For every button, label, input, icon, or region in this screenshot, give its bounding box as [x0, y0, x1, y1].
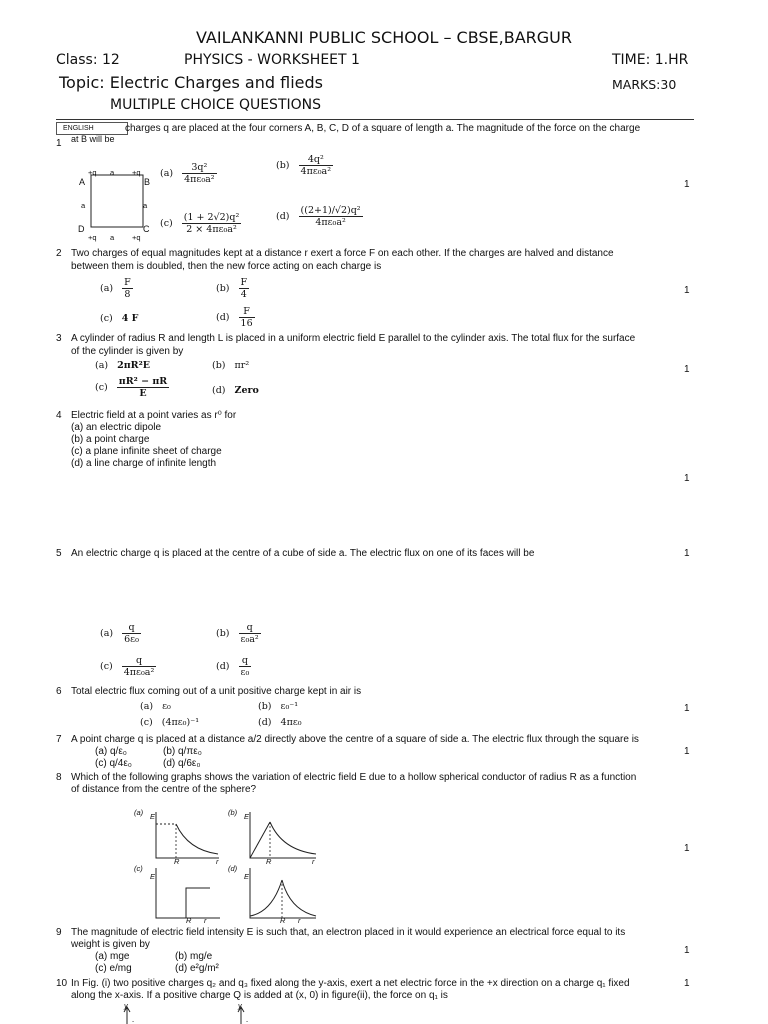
question-5-marks: 1 [684, 548, 690, 559]
q6-option-a-value: ε₀ [162, 701, 171, 712]
q2-option-d-label: (d) [216, 312, 230, 323]
question-3-number: 3 [56, 333, 62, 344]
q5-option-c-label: (c) [100, 661, 113, 672]
q5-option-d-den: ε₀ [240, 667, 250, 678]
question-8-text: Which of the following graphs shows the variation of electric field E due to a hollow spherical conductor of radius R as a function [71, 772, 637, 783]
q9-option-b[interactable]: (b) mg/e [175, 951, 213, 962]
side-label-right: a [143, 201, 148, 210]
q8-graph-d[interactable] [228, 862, 320, 922]
question-5-text: An electric charge q is placed at the centre of a cube of side a. The electric flux on one of its faces will be [71, 548, 535, 559]
question-9-text-cont: weight is given by [71, 939, 150, 950]
q8-graph-a-R-label: R [174, 857, 180, 866]
q8-graph-b-R-label: R [266, 857, 272, 866]
svg-text:-: - [246, 1018, 249, 1024]
q1-option-c-den: 2 × 4πε₀a² [186, 224, 237, 235]
corner-b-label: B [144, 177, 151, 187]
q7-option-c[interactable]: (c) q/4ε₀ [95, 758, 132, 769]
q3-option-d-label: (d) [212, 385, 226, 396]
corner-a-label: A [79, 177, 86, 187]
q2-option-d-den: 16 [240, 318, 253, 329]
question-2-text: Two charges of equal magnitudes kept at a distance r exert a force F on each other. If the charges are halved and distance [71, 248, 614, 259]
q2-option-a-num: F [124, 277, 131, 288]
q10-figures [118, 1004, 258, 1024]
q2-option-c[interactable] [100, 313, 138, 324]
question-6-text: Total electric flux coming out of a unit positive charge kept in air is [71, 686, 362, 697]
q1-option-d-den: 4πε₀a² [315, 217, 346, 228]
q3-option-b-label: (b) [212, 360, 226, 371]
question-7-marks: 1 [684, 746, 690, 757]
q6-option-b-label: (b) [258, 701, 272, 712]
q5-option-b-den: ε₀a² [240, 634, 259, 645]
q6-option-d-value: 4πε₀ [280, 717, 302, 728]
q4-option-b[interactable]: (b) a point charge [71, 434, 150, 445]
q2-option-c-label: (c) [100, 313, 113, 324]
question-4-text: Electric field at a point varies as r⁰ for [71, 410, 237, 421]
q1-option-b[interactable] [276, 154, 333, 177]
q2-option-b-num: F [240, 277, 248, 288]
q3-option-a[interactable] [95, 360, 150, 371]
worksheet-title: PHYSICS - WORKSHEET 1 [184, 52, 360, 68]
q8-graph-c-R-label: R [186, 916, 192, 925]
q5-option-c-den: 4πε₀a² [123, 667, 155, 678]
q6-option-b-value: ε₀⁻¹ [280, 701, 299, 712]
question-6-marks: 1 [684, 703, 690, 714]
question-4-number: 4 [56, 410, 62, 421]
q7-option-b[interactable]: (b) q/πε₀ [163, 746, 202, 757]
q6-option-d[interactable] [258, 717, 302, 728]
q5-option-b-label: (b) [216, 628, 230, 639]
question-8-number: 8 [56, 772, 62, 783]
q2-option-b-den: 4 [240, 289, 247, 300]
q2-option-a-den: 8 [124, 289, 131, 300]
q1-option-a-den: 4πε₀a² [184, 174, 215, 185]
q8-graph-b[interactable] [228, 806, 320, 866]
q5-option-a-label: (a) [100, 628, 114, 639]
charge-label-a: +q [88, 168, 97, 177]
q7-option-a[interactable]: (a) q/ε₀ [95, 746, 127, 757]
question-10-text-cont: along the x-axis. If a positive charge Q is added at (x, 0) in figure(ii), the force on q₁ is [71, 990, 448, 1001]
question-5-number: 5 [56, 548, 62, 559]
question-8-text-cont: of distance from the centre of the sphere? [71, 784, 257, 795]
question-2-text-cont: between them is doubled, then the new force acting on each charge is [71, 261, 382, 272]
q3-option-a-value: 2πR²E [117, 360, 150, 371]
q6-option-a-label: (a) [140, 701, 154, 712]
q8-graph-a-label: (a) [134, 808, 144, 817]
q6-option-d-label: (d) [258, 717, 272, 728]
q8-graph-d-E-label: E [244, 872, 250, 881]
q6-option-c-label: (c) [140, 717, 153, 728]
q2-option-a[interactable] [100, 277, 133, 300]
q3-option-d-value: Zero [234, 385, 259, 396]
q3-option-d[interactable] [212, 385, 259, 396]
q4-option-c[interactable]: (c) a plane infinite sheet of charge [71, 446, 222, 457]
q8-graph-b-label: (b) [228, 808, 238, 817]
q8-graph-c-r-label: r [204, 916, 207, 925]
q2-option-a-label: (a) [100, 283, 114, 294]
q3-option-c-num: πR² − πR [118, 376, 168, 387]
question-7-text: A point charge q is placed at a distance a/2 directly above the centre of a square of side a. The electric flux through the square is [71, 734, 639, 745]
q8-graph-b-r-label: r [312, 857, 315, 866]
q2-option-b-label: (b) [216, 283, 230, 294]
side-label-top: a [110, 168, 115, 177]
q10-fig-i-y-label: y [124, 1001, 128, 1010]
q8-graph-a-r-label: r [216, 857, 219, 866]
q3-option-a-label: (a) [95, 360, 109, 371]
q3-option-c-den: E [139, 388, 147, 399]
question-10-text: In Fig. (i) two positive charges q₂ and q₃ fixed along the y-axis, exert a net electric force in the +x direction on a charge q₁ fixed [71, 978, 630, 989]
q2-option-c-value: 4 F [121, 313, 139, 324]
q8-graph-b-E-label: E [244, 812, 250, 821]
school-name: VAILANKANNI PUBLIC SCHOOL – CBSE,BARGUR [195, 28, 573, 47]
q2-option-d[interactable] [216, 306, 255, 329]
question-9-text: The magnitude of electric field intensity E is such that, an electron placed in it would experience an electrical force equal to its [71, 927, 626, 938]
q8-graph-c-label: (c) [134, 864, 143, 873]
q5-option-d-num: q [239, 655, 252, 667]
q4-option-d[interactable]: (d) a line charge of infinite length [71, 458, 217, 469]
class-label: Class: 12 [56, 52, 120, 68]
q6-option-a[interactable] [140, 701, 171, 712]
q8-graph-c-E-label: E [150, 872, 156, 881]
q3-option-b[interactable] [212, 360, 249, 371]
question-4-marks: 1 [684, 473, 690, 484]
q1-option-b-label: (b) [276, 160, 290, 171]
language-select[interactable]: ENGLISH [56, 122, 128, 135]
corner-d-label: D [78, 224, 85, 234]
q1-option-c-label: (c) [160, 218, 173, 229]
q5-option-c[interactable] [100, 655, 156, 678]
time-label: TIME: 1.HR [612, 52, 689, 68]
q9-option-d[interactable]: (d) e²g/m² [175, 963, 219, 974]
q8-graph-d-R-label: R [280, 916, 286, 925]
q7-option-d[interactable]: (d) q/6ε₀ [163, 758, 201, 769]
question-2-marks: 1 [684, 285, 690, 296]
q1-option-a-num: 3q² [182, 162, 217, 174]
topic-title: Topic: Electric Charges and flieds [59, 73, 323, 92]
q1-option-a[interactable] [160, 162, 217, 185]
q5-option-d[interactable] [216, 655, 251, 678]
question-1-text: charges q are placed at the four corners A, B, C, D of a square of length a. The magnitude of the force on the charge [125, 123, 641, 134]
charge-label-c: +q [132, 233, 141, 242]
q1-option-d-num: ((2+1)/√2)q² [300, 205, 361, 216]
charge-label-b: +q [132, 168, 141, 177]
marks-label: MARKS:30 [612, 77, 677, 92]
svg-text:-: - [132, 1018, 135, 1024]
q6-option-c[interactable] [140, 717, 199, 728]
question-6-number: 6 [56, 686, 62, 697]
q1-option-d[interactable] [276, 205, 363, 228]
question-7-number: 7 [56, 734, 62, 745]
question-3-text: A cylinder of radius R and length L is placed in a uniform electric field E parallel to the cylinder axis. The total flux for the surface [71, 333, 636, 344]
question-2-number: 2 [56, 248, 62, 259]
q3-option-b-value: πr² [234, 360, 250, 371]
question-3-marks: 1 [684, 364, 690, 375]
q1-option-b-num: 4q² [299, 154, 334, 166]
q1-option-d-label: (d) [276, 211, 290, 222]
section-title: MULTIPLE CHOICE QUESTIONS [110, 97, 321, 113]
q1-option-c-num: (1 + 2√2)q² [183, 212, 240, 223]
q4-option-a[interactable]: (a) an electric dipole [71, 422, 162, 433]
question-1-marks: 1 [684, 179, 690, 190]
q5-option-b-num: q [239, 622, 261, 634]
question-9-marks: 1 [684, 945, 690, 956]
question-10-number: 10 [56, 978, 68, 989]
q2-option-b[interactable] [216, 277, 249, 300]
q5-option-d-label: (d) [216, 661, 230, 672]
q8-graph-a-E-label: E [150, 812, 156, 821]
side-label-left: a [81, 201, 86, 210]
q5-option-a-num: q [122, 622, 141, 634]
q6-option-c-value: (4πε₀)⁻¹ [161, 717, 200, 728]
question-10-marks: 1 [684, 978, 690, 989]
q2-option-d-num: F [239, 306, 255, 318]
q1-option-b-den: 4πε₀a² [300, 166, 332, 177]
q9-option-a[interactable]: (a) mge [95, 951, 130, 962]
q1-option-a-label: (a) [160, 168, 174, 179]
q3-option-c-label: (c) [95, 382, 108, 393]
q5-option-c-num: q [122, 655, 157, 667]
question-8-marks: 1 [684, 843, 690, 854]
q5-option-a[interactable] [100, 622, 141, 645]
question-3-text-cont: of the cylinder is given by [71, 346, 184, 357]
q10-fig-ii-y-label: y [238, 1001, 242, 1010]
q8-graph-d-label: (d) [228, 864, 238, 873]
q6-option-b[interactable] [258, 701, 298, 712]
q5-option-b[interactable] [216, 622, 261, 645]
q3-option-c[interactable] [95, 376, 169, 399]
q8-graph-c[interactable] [134, 862, 224, 922]
question-1-number: 1 [56, 138, 62, 149]
question-9-number: 9 [56, 927, 62, 938]
side-label-bottom: a [110, 233, 115, 242]
q8-graph-d-r-label: r [298, 916, 301, 925]
q5-option-a-den: 6ε₀ [124, 634, 139, 645]
question-1-text-cont: at B will be [71, 135, 115, 144]
corner-c-label: C [143, 224, 150, 234]
charge-label-d: +q [88, 233, 97, 242]
q9-option-c[interactable]: (c) e/mg [95, 963, 132, 974]
header-divider [56, 119, 694, 120]
q1-option-c[interactable] [160, 212, 241, 235]
